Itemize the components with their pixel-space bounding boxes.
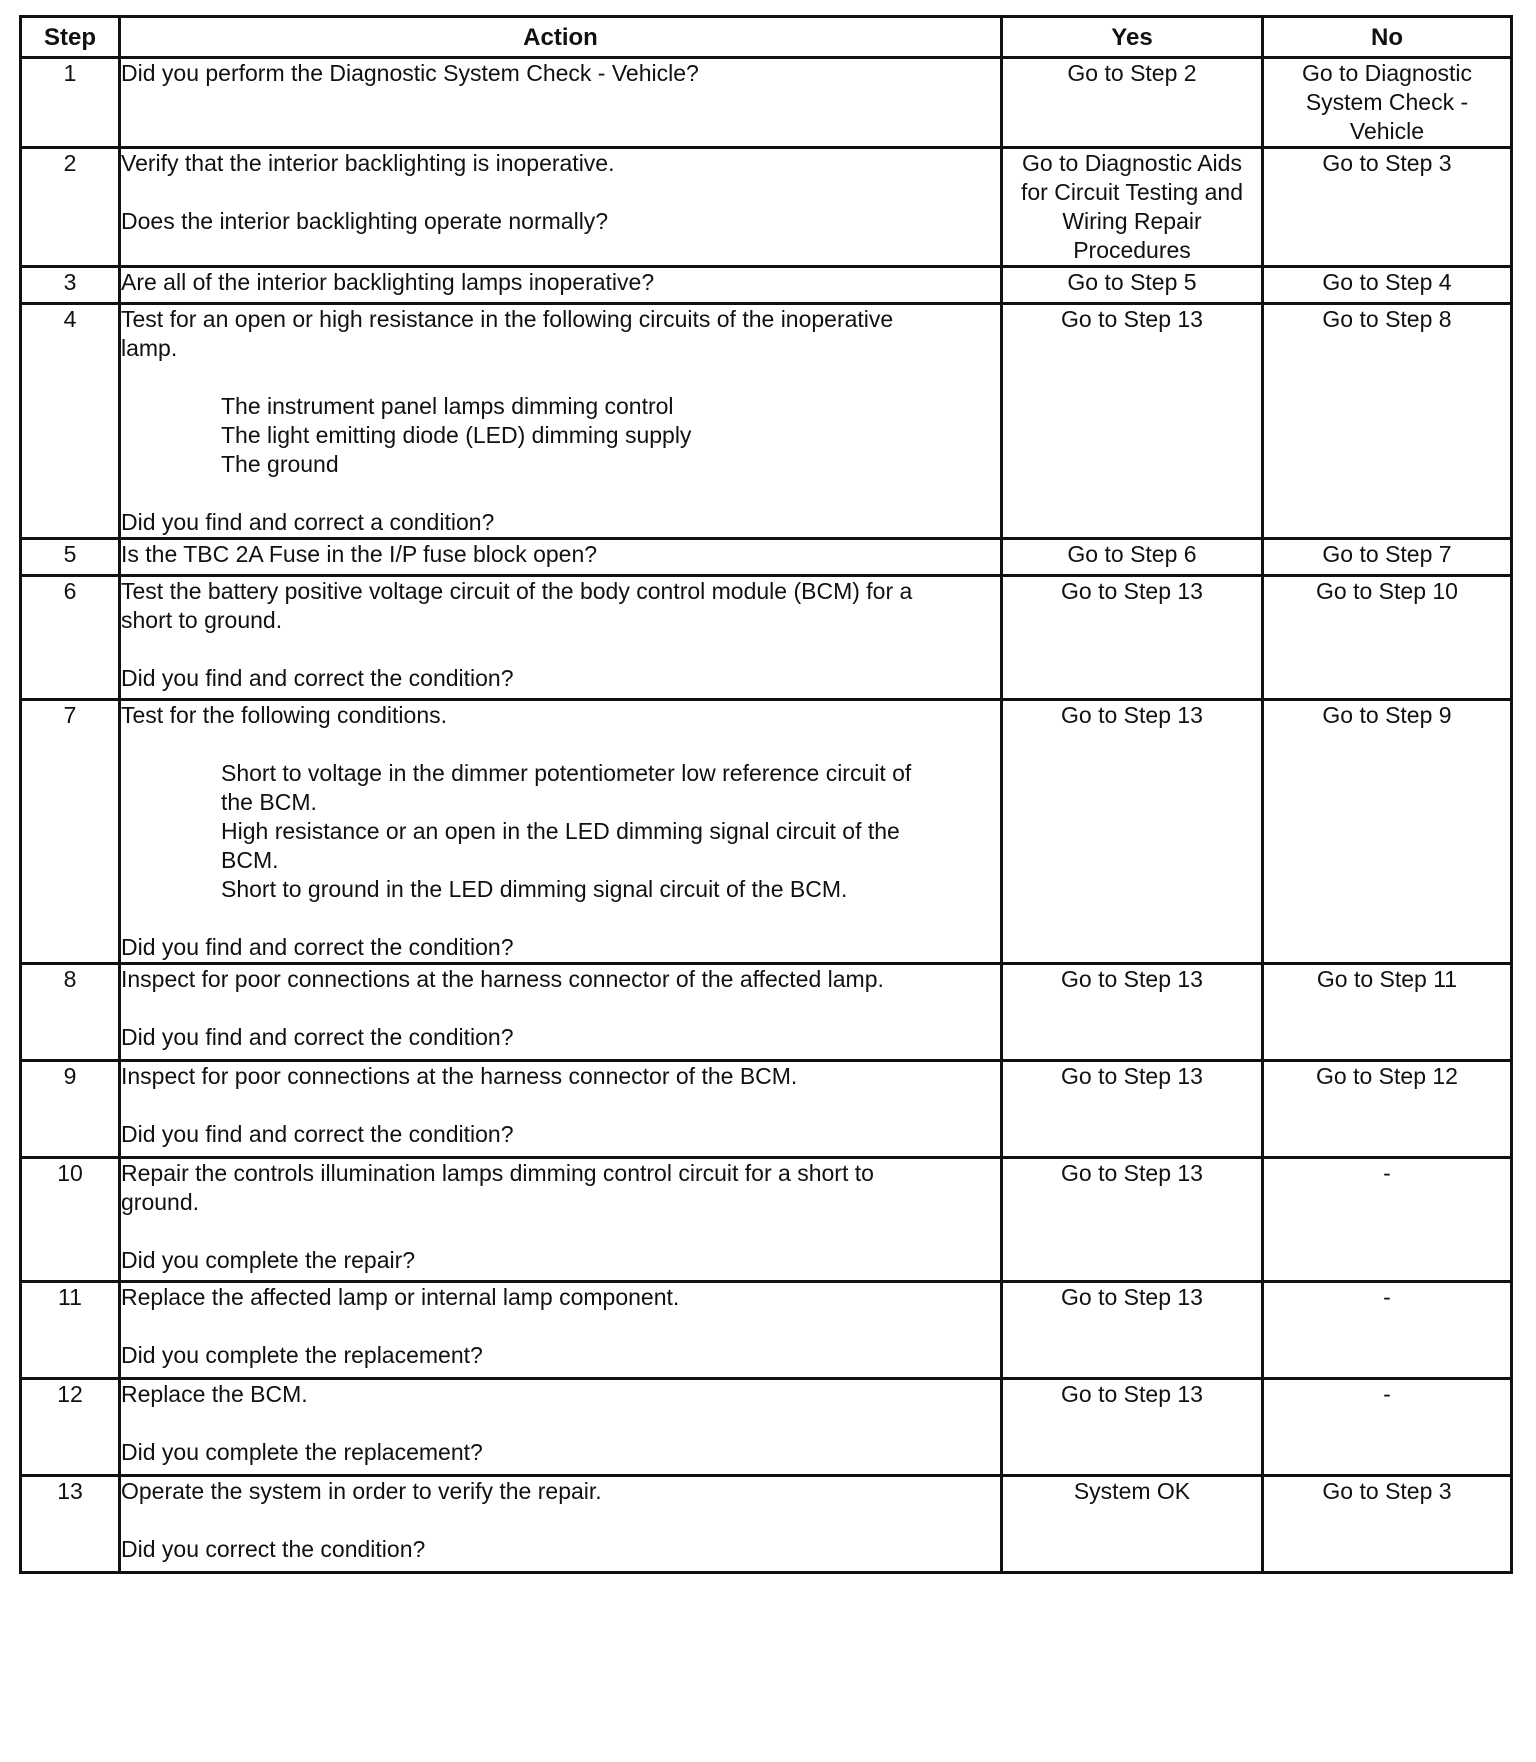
action-question: Did you find and correct the condition? (121, 1121, 514, 1147)
action-cell (120, 1158, 1002, 1282)
yes-text-line: for Circuit Testing and (1020, 179, 1243, 205)
list-item: The ground (221, 451, 339, 477)
table-row (21, 700, 1512, 964)
header-step: Step (21, 17, 120, 58)
table-row (21, 1282, 1512, 1379)
table-row (21, 964, 1512, 1061)
action-question: Did you find and correct a condition? (121, 509, 495, 535)
yes-cell: Go to Step 6 (1002, 539, 1263, 576)
table-header-row (21, 17, 1512, 58)
table-row (21, 1379, 1512, 1476)
yes-cell: Go to Step 13 (1002, 1379, 1263, 1476)
step-number: 1 (21, 58, 120, 148)
yes-cell: Go to Step 13 (1002, 700, 1263, 964)
yes-cell: Go to Step 13 (1002, 304, 1263, 539)
yes-text-line: Go to Diagnostic Aids (1022, 150, 1242, 176)
table-row (21, 148, 1512, 267)
step-number: 10 (21, 1158, 120, 1282)
action-question: Did you find and correct the condition? (121, 1024, 514, 1050)
yes-cell: Go to Step 2 (1002, 58, 1263, 148)
table-row (21, 1061, 1512, 1158)
action-cell (120, 58, 1002, 148)
no-cell: - (1263, 1379, 1512, 1476)
yes-cell: Go to Step 13 (1002, 1158, 1263, 1282)
no-cell: Go to Step 12 (1263, 1061, 1512, 1158)
action-question: Did you complete the replacement? (121, 1342, 483, 1368)
no-cell: Go to Step 3 (1263, 148, 1512, 267)
action-cell (120, 304, 1002, 539)
action-cell (120, 1476, 1002, 1573)
list-item: the BCM. (221, 789, 317, 815)
action-text: Is the TBC 2A Fuse in the I/P fuse block open? (121, 541, 598, 567)
list-item: High resistance or an open in the LED dimming signal circuit of the (221, 818, 900, 844)
action-cell (120, 700, 1002, 964)
yes-cell: Go to Step 13 (1002, 1061, 1263, 1158)
action-cell (120, 1282, 1002, 1379)
header-action: Action (120, 17, 1002, 58)
no-text-line: Vehicle (1349, 118, 1425, 144)
header-no: No (1263, 17, 1512, 58)
action-text: Repair the controls illumination lamps dimming control circuit for a short to (121, 1160, 874, 1186)
action-text: Operate the system in order to verify the repair. (121, 1478, 602, 1504)
yes-text-line: Wiring Repair (1062, 208, 1202, 234)
step-number: 9 (21, 1061, 120, 1158)
no-cell: Go to Step 3 (1263, 1476, 1512, 1573)
action-text: Verify that the interior backlighting is inoperative. (121, 150, 615, 176)
action-text: Test for an open or high resistance in the following circuits of the inoperative (121, 306, 894, 332)
action-cell (120, 1379, 1002, 1476)
no-cell: - (1263, 1282, 1512, 1379)
step-number: 5 (21, 539, 120, 576)
action-question: Did you correct the condition? (121, 1536, 426, 1562)
diagnostic-table (19, 15, 1513, 1574)
action-cell (120, 964, 1002, 1061)
step-number: 13 (21, 1476, 120, 1573)
yes-cell: Go to Step 13 (1002, 1282, 1263, 1379)
action-text: Test for the following conditions. (121, 702, 448, 728)
action-text: Replace the affected lamp or internal lamp component. (121, 1284, 680, 1310)
action-text: Inspect for poor connections at the harness connector of the affected lamp. (121, 966, 884, 992)
yes-text-line: Procedures (1073, 237, 1191, 263)
action-text: Are all of the interior backlighting lamps inoperative? (121, 269, 655, 295)
no-cell (1263, 58, 1512, 148)
action-text: short to ground. (121, 607, 283, 633)
list-item: The light emitting diode (LED) dimming supply (221, 422, 692, 448)
no-cell: Go to Step 4 (1263, 267, 1512, 304)
table-row (21, 304, 1512, 539)
yes-cell: System OK (1002, 1476, 1263, 1573)
action-cell (120, 148, 1002, 267)
yes-cell: Go to Step 13 (1002, 964, 1263, 1061)
action-question: Did you complete the replacement? (121, 1439, 483, 1465)
no-text-line: Go to Diagnostic (1301, 60, 1473, 86)
action-question: Did you find and correct the condition? (121, 934, 514, 960)
table-row (21, 539, 1512, 576)
no-cell: Go to Step 9 (1263, 700, 1512, 964)
action-question: Did you complete the repair? (121, 1247, 416, 1273)
header-yes: Yes (1002, 17, 1263, 58)
no-cell: Go to Step 11 (1263, 964, 1512, 1061)
list-item: The instrument panel lamps dimming control (221, 393, 674, 419)
step-number: 7 (21, 700, 120, 964)
step-number: 3 (21, 267, 120, 304)
no-text-line: System Check - (1305, 89, 1469, 115)
step-number: 6 (21, 576, 120, 700)
table-row (21, 576, 1512, 700)
list-item: Short to ground in the LED dimming signal circuit of the BCM. (221, 876, 848, 902)
action-cell (120, 267, 1002, 304)
action-text: ground. (121, 1189, 200, 1215)
yes-cell (1002, 148, 1263, 267)
action-question: Does the interior backlighting operate normally? (121, 208, 609, 234)
no-cell: - (1263, 1158, 1512, 1282)
table-row (21, 1158, 1512, 1282)
step-number: 4 (21, 304, 120, 539)
step-number: 8 (21, 964, 120, 1061)
action-text: Did you perform the Diagnostic System Check - Vehicle? (121, 60, 699, 86)
yes-cell: Go to Step 5 (1002, 267, 1263, 304)
action-text: Replace the BCM. (121, 1381, 308, 1407)
action-cell (120, 1061, 1002, 1158)
action-text: lamp. (121, 335, 178, 361)
action-cell (120, 539, 1002, 576)
list-item: Short to voltage in the dimmer potentiometer low reference circuit of (221, 760, 912, 786)
action-cell (120, 576, 1002, 700)
step-number: 12 (21, 1379, 120, 1476)
no-cell: Go to Step 8 (1263, 304, 1512, 539)
no-cell: Go to Step 7 (1263, 539, 1512, 576)
no-cell: Go to Step 10 (1263, 576, 1512, 700)
list-item: BCM. (221, 847, 279, 873)
yes-cell: Go to Step 13 (1002, 576, 1263, 700)
diagnostic-table-container (19, 15, 1510, 1574)
action-text: Test the battery positive voltage circuit of the body control module (BCM) for a (121, 578, 913, 604)
table-row (21, 1476, 1512, 1573)
step-number: 2 (21, 148, 120, 267)
action-text: Inspect for poor connections at the harness connector of the BCM. (121, 1063, 798, 1089)
step-number: 11 (21, 1282, 120, 1379)
action-question: Did you find and correct the condition? (121, 665, 514, 691)
table-row (21, 267, 1512, 304)
table-row (21, 58, 1512, 148)
